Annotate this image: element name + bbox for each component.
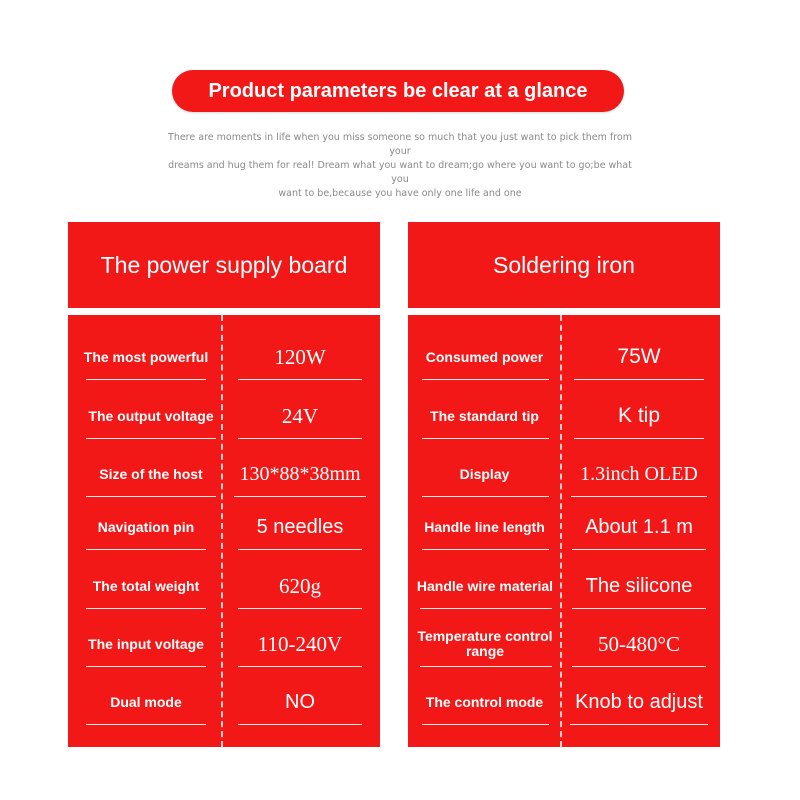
row-label: Handle line length [412, 498, 557, 556]
table-row [68, 445, 380, 503]
row-value: 75W [566, 328, 712, 386]
table-row [408, 328, 720, 386]
row-label: Consumed power [412, 328, 557, 386]
row-label: The standard tip [412, 387, 557, 445]
table-row [68, 387, 380, 445]
table-row [68, 328, 380, 386]
row-value: K tip [566, 387, 712, 445]
row-value: Knob to adjust [562, 673, 716, 731]
row-value: NO [230, 673, 370, 731]
row-value: The silicone [564, 557, 714, 615]
header-banner [172, 70, 624, 112]
row-value: 110-240V [230, 615, 370, 673]
row-label: Size of the host [76, 445, 226, 503]
row-label: Temperature control range [410, 615, 560, 673]
row-value: 620g [230, 557, 370, 615]
soldering-iron-title: Soldering iron [493, 251, 635, 278]
power-supply-card-header [68, 222, 380, 308]
row-label: Handle wire material [410, 557, 560, 615]
power-supply-title: The power supply board [100, 251, 348, 278]
row-label: The output voltage [76, 387, 226, 445]
row-label: The control mode [412, 673, 557, 731]
row-value: 5 needles [230, 498, 370, 556]
row-value: 50-480°C [564, 615, 714, 673]
soldering-iron-card-header [408, 222, 720, 308]
table-row [408, 615, 720, 673]
soldering-iron-table [408, 315, 720, 747]
subtitle-line: dreams and hug them for real! Dream what you want to dream;go where you want to go;be what you [168, 160, 632, 185]
table-row [68, 498, 380, 556]
table-row [68, 557, 380, 615]
banner-title: Product parameters be clear at a glance [208, 79, 588, 102]
row-label: Display [412, 445, 557, 503]
table-row [408, 445, 720, 503]
row-value: 130*88*38mm [226, 445, 374, 503]
power-supply-table [68, 315, 380, 747]
table-row [408, 387, 720, 445]
row-value: 24V [230, 387, 370, 445]
table-row [408, 498, 720, 556]
row-label: Dual mode [76, 673, 216, 731]
subtitle-line: There are moments in life when you miss someone so much that you just want to pick them from your [168, 132, 632, 157]
row-label: The most powerful [76, 328, 216, 386]
subtitle-text [160, 131, 640, 201]
table-row [68, 615, 380, 673]
row-label: Navigation pin [76, 498, 216, 556]
row-value: 120W [230, 328, 370, 386]
row-label: The total weight [76, 557, 216, 615]
table-row [408, 557, 720, 615]
row-value: About 1.1 m [564, 498, 714, 556]
table-row [408, 673, 720, 731]
row-value: 1.3inch OLED [563, 445, 715, 503]
row-label: The input voltage [76, 615, 216, 673]
table-row [68, 673, 380, 731]
subtitle-line: want to be,because you have only one life and one [278, 188, 522, 199]
